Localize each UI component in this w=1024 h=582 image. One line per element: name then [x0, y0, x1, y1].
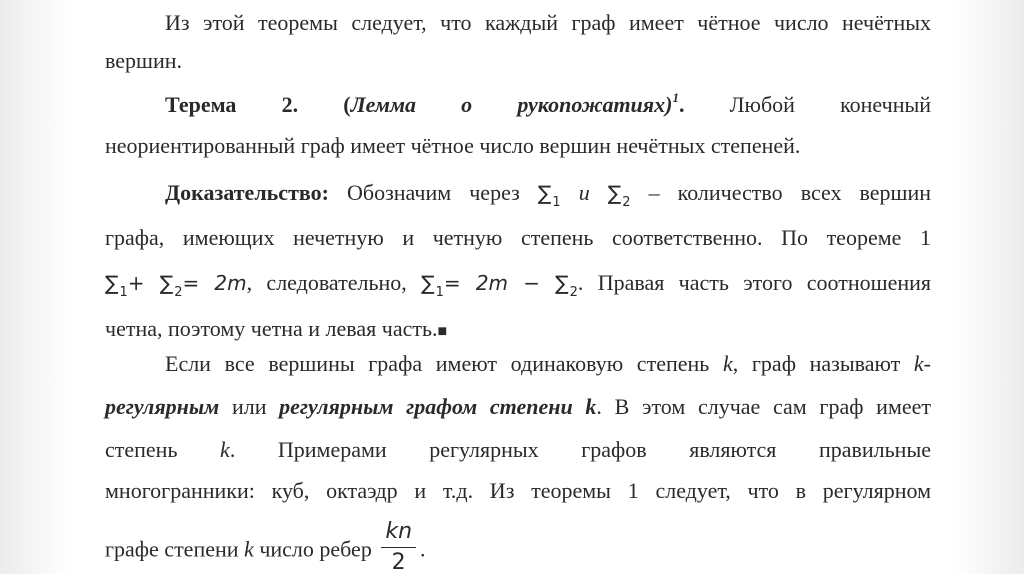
- proof-text1: Обозначим через: [347, 180, 520, 205]
- proof-label: Доказательство:: [165, 180, 329, 205]
- proof-text5: четна, поэтому четна и левая часть.: [105, 316, 438, 341]
- theorem-label: Терема 2.: [165, 92, 299, 117]
- edges-fraction: $\frac{kn}{2}$: [381, 517, 416, 578]
- regular-line1: Если все вершины графа имеют одинаковую степень k, граф называют k-: [165, 351, 932, 376]
- theorem-paren: (: [343, 92, 351, 117]
- proof-line1: [105, 174, 931, 216]
- proof-line2: графа, имеющих нечетную и четную степень соответственно. По теореме 1: [105, 225, 931, 250]
- and-word: и: [578, 180, 590, 205]
- right-page-shadow: [954, 0, 1024, 574]
- regular-line3: степень k. Примерами регулярных графов являются правильные: [105, 437, 932, 462]
- sigma2-symbol: $\sum_2$: [607, 181, 631, 210]
- theorem-line2: неориентированный граф имеет чётное число вершин нечётных степеней.: [105, 133, 801, 158]
- equation-1: $\sum_1+ \sum_2= 2m$: [105, 271, 247, 300]
- para1-line2: вершин.: [105, 48, 183, 73]
- theorem-text1: Любой конечный: [729, 92, 932, 117]
- theorem-name: Лемма о рукопожатиях): [350, 92, 673, 117]
- proof-text3: , следовательно,: [246, 270, 407, 295]
- proof-line3: [105, 264, 931, 306]
- regular-line4: многогранники: куб, октаэдр и т.д. Из теоремы 1 следует, что в регулярном: [105, 478, 931, 503]
- term-regular: регулярным: [105, 394, 220, 419]
- proof-text2: – количество всех вершин: [648, 180, 932, 205]
- sigma1-symbol: $\sum_1$: [537, 181, 561, 210]
- qed-mark: ■: [437, 323, 448, 340]
- equation-2: $\sum_1= 2m - \sum_2$: [421, 271, 578, 300]
- theorem-footnote: 1: [672, 90, 679, 105]
- left-page-shadow: [0, 0, 70, 574]
- term-regular-graph: регулярным графом степени k: [279, 394, 597, 419]
- regular-line5: графе степени k число ребер $\frac{kn}{2}$ .: [105, 521, 931, 582]
- regular-line2: регулярным или регулярным графом степени k. В этом случае сам граф имеет: [105, 394, 932, 419]
- proof-text4: . Правая часть этого соотношения: [577, 270, 932, 295]
- para1-line1: Из этой теоремы следует, что каждый граф имеет чётное число нечётных: [165, 10, 931, 35]
- theorem-dot: .: [678, 92, 685, 117]
- theorem-line1: [105, 86, 931, 127]
